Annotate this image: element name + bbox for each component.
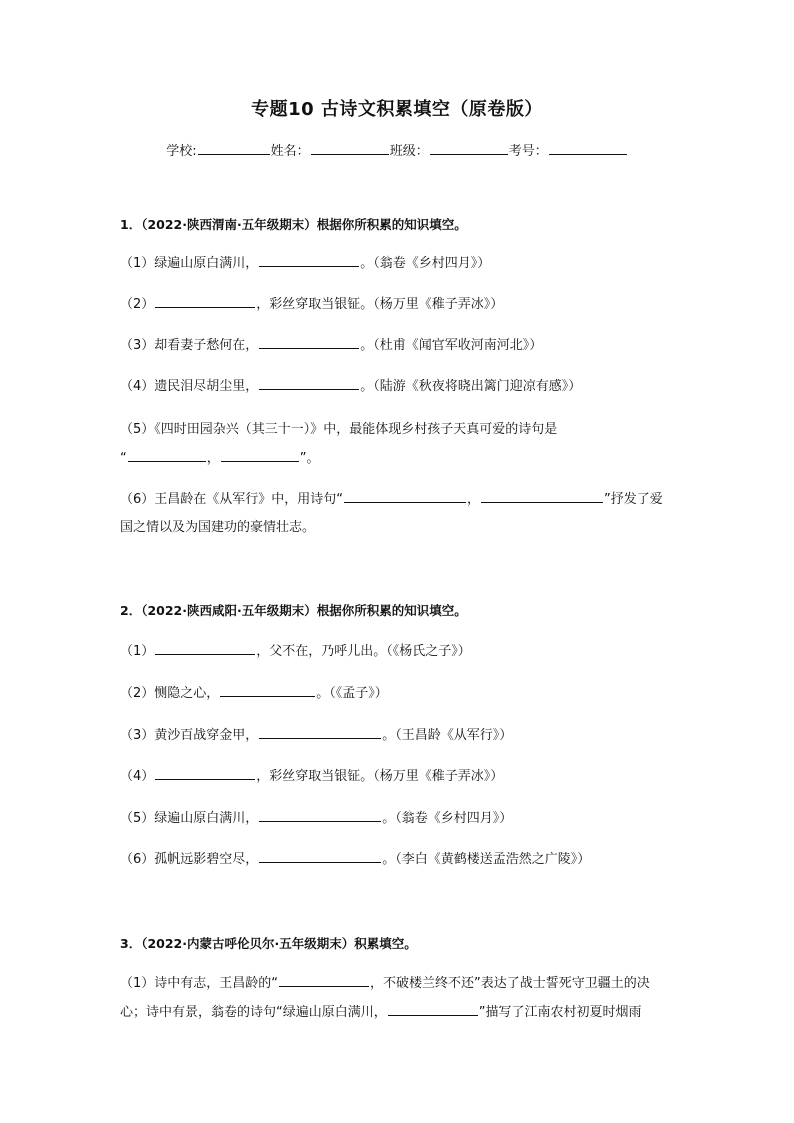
q2-item-6-blank[interactable] xyxy=(259,861,381,863)
q2-item-4 xyxy=(120,768,503,786)
q2-item-1-blank[interactable] xyxy=(155,653,255,655)
q1-item-5: （5）《四时田园杂兴（其三十一）》中，最能体现乡村孩子天真可爱的诗句是 xyxy=(120,422,558,437)
class-blank[interactable] xyxy=(430,153,508,155)
q2-item-2-source: 。（《孟子》） xyxy=(316,686,388,701)
q2-item-5-blank[interactable] xyxy=(259,820,381,822)
number-label: 考号： xyxy=(508,144,548,159)
page-title: 专题10 古诗文积累填空（原卷版） xyxy=(251,99,543,120)
q1-item-5-open-quote: “ xyxy=(120,451,127,466)
q1-item-2-source: ，彩丝穿取当银钲。（杨万里《稚子弄冰》） xyxy=(256,297,504,312)
q1-item-2-blank[interactable] xyxy=(155,306,255,308)
q1-item-6-continued: 国之情以及为国建功的豪情壮志。 xyxy=(120,520,316,535)
q2-item-5 xyxy=(120,810,512,828)
q3-item-1-continued xyxy=(120,1004,642,1022)
q2-item-1-text: （1） xyxy=(120,644,155,659)
q1-item-5-close-quote: ”。 xyxy=(299,451,320,466)
q2-item-3-blank[interactable] xyxy=(259,737,381,739)
school-blank[interactable] xyxy=(198,153,270,155)
q2-item-3 xyxy=(120,727,512,745)
q1-item-5-answer-line xyxy=(120,450,320,468)
q3-item-1-text: （1）诗中有志，王昌龄的“ xyxy=(120,976,279,991)
q2-item-5-text: （5）绿遍山原白满川， xyxy=(120,811,259,826)
q2-item-4-source: ，彩丝穿取当银钲。（杨万里《稚子弄冰》） xyxy=(256,769,504,784)
q2-item-3-text: （3）黄沙百战穿金甲， xyxy=(120,728,259,743)
question-3-heading: 3．（2022·内蒙古呼伦贝尔·五年级期末）积累填空。 xyxy=(120,936,417,951)
q1-item-6-blank-1[interactable] xyxy=(344,501,466,503)
q1-item-1-blank[interactable] xyxy=(259,265,359,267)
q2-item-4-blank[interactable] xyxy=(155,778,255,780)
q3-item-1-blank[interactable] xyxy=(279,985,369,987)
q2-item-2 xyxy=(120,685,388,703)
q2-item-4-text: （4） xyxy=(120,769,155,784)
q1-item-4 xyxy=(120,378,581,396)
q3-item-2-tail: ”描写了江南农村初夏时烟雨 xyxy=(478,1005,642,1020)
q3-item-2-blank[interactable] xyxy=(388,1014,478,1016)
q1-item-4-source: 。（陆游《秋夜将晓出篱门迎凉有感》） xyxy=(360,379,582,394)
q2-item-5-source: 。（翁卷《乡村四月》） xyxy=(382,811,513,826)
q2-item-2-blank[interactable] xyxy=(220,695,315,697)
q1-item-5-comma: ， xyxy=(206,451,220,466)
question-1-heading: 1．（2022·陕西渭南·五年级期末）根据你所积累的知识填空。 xyxy=(120,217,467,232)
q2-item-1 xyxy=(120,643,471,661)
q1-item-3-source: 。（杜甫《闻官军收河南河北》） xyxy=(360,338,543,353)
name-blank[interactable] xyxy=(311,153,389,155)
q3-item-1 xyxy=(120,975,650,993)
class-label: 班级： xyxy=(389,144,429,159)
school-label: 学校: xyxy=(166,144,197,159)
q1-item-1-text: （1）绿遍山原白满川， xyxy=(120,256,259,271)
q1-item-6 xyxy=(120,491,663,509)
name-label: 姓名： xyxy=(270,144,310,159)
q1-item-3-blank[interactable] xyxy=(259,347,359,349)
q1-item-1 xyxy=(120,255,490,273)
q1-item-4-text: （4）遗民泪尽胡尘里， xyxy=(120,379,259,394)
q1-item-2-text: （2） xyxy=(120,297,155,312)
q1-item-4-blank[interactable] xyxy=(259,388,359,390)
q2-item-6-text: （6）孤帆远影碧空尽， xyxy=(120,852,259,867)
q3-item-1-tail: ，不破楼兰终不还”表达了战士誓死守卫疆土的决 xyxy=(370,976,650,991)
student-info-line xyxy=(0,140,794,159)
q1-item-1-source: 。（翁卷《乡村四月》） xyxy=(360,256,491,271)
q1-item-6-blank-2[interactable] xyxy=(481,501,603,503)
q1-item-6-text: （6）王昌龄在《从军行》中，用诗句“ xyxy=(120,492,344,507)
q1-item-2 xyxy=(120,296,503,314)
q2-item-1-source: ，父不在，乃呼儿出。（《杨氏之子》） xyxy=(256,644,471,659)
q1-item-3 xyxy=(120,337,542,355)
q3-item-2-text: 心；诗中有景，翁卷的诗句“绿遍山原白满川， xyxy=(120,1005,387,1020)
q2-item-3-source: 。（王昌龄《从军行》） xyxy=(382,728,513,743)
q1-item-5-blank-1[interactable] xyxy=(128,460,206,462)
q2-item-6-source: 。（李白《黄鹤楼送孟浩然之广陵》） xyxy=(382,852,591,867)
q2-item-6 xyxy=(120,851,590,869)
question-2-heading: 2．（2022·陕西咸阳·五年级期末）根据你所积累的知识填空。 xyxy=(120,603,467,618)
number-blank[interactable] xyxy=(549,153,627,155)
q1-item-3-text: （3）却看妻子愁何在， xyxy=(120,338,259,353)
q1-item-6-comma: ， xyxy=(467,492,481,507)
q1-item-6-tail: ”抒发了爱 xyxy=(604,492,663,507)
q2-item-2-text: （2）恻隐之心， xyxy=(120,686,220,701)
q1-item-5-blank-2[interactable] xyxy=(221,460,299,462)
